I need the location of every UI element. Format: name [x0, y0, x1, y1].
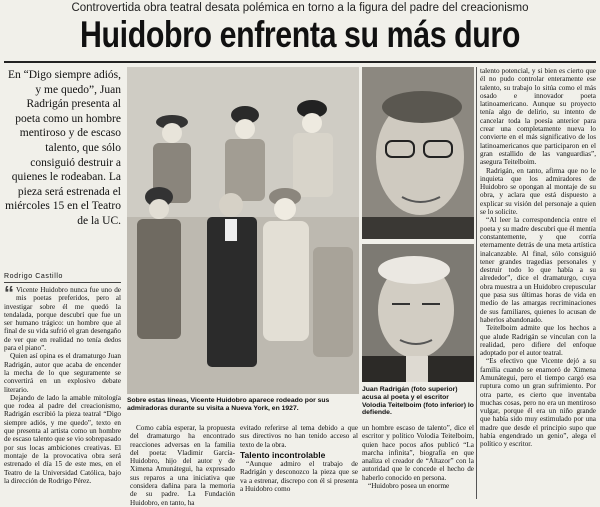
- column-3-paragraph: “Aunque admiro el trabajo de Radrigán y desconozco la pieza que se va a estrenar, discrepo con él si presenta a Huidobro como: [240, 460, 358, 494]
- column-3-paragraph: evitado referirse al tema debido a que sus directivos no han tenido acceso al texto de la obra.: [240, 424, 358, 449]
- main-photo-caption: Sobre estas líneas, Vicente Huidobro aparece rodeado por sus admiradoras durante su visita a Nueva York, en 1927.: [127, 397, 330, 412]
- column-1-paragraph: Dejando de lado la amable mitología que rodea al padre del creacionismo, Radrigán escribió la pieza teatral “Digo siempre adiós, y me quedo”, texto en que presenta al artista como un hombre de escaso talento que se vio sobrepasado por sus locas ambiciones creativas. El montaje de la provocativa obra será estrenado el día 15 de este mes, en el Teatro de la Universidad Católica, bajo la dirección de Rodrigo Pérez.: [4, 393, 121, 485]
- article-column-5: [480, 67, 596, 499]
- headline-rule: [4, 61, 596, 63]
- drop-quote-mark: “: [4, 283, 14, 305]
- column-5-paragraph: talento potencial, y si bien es cierto que él no pudo controlar enteramente ese talento, su trabajo lo sitúa como el más osado e innovador poeta latinoamericano. Aunque su proyecto tenía algo de delirio, su intento de cancelar toda la poesía anterior para crear una completamente nueva lo convierte en el más significativo de los latinoamericanos que participaron en el gran estallido de las vanguardias”, asegura Teitelboim.: [480, 67, 596, 167]
- column-5-paragraph: Teitelboim admite que los hechos a que alude Radrigán se vinculan con la realidad, pero difiere del enfoque adoptado por el autor teatral.: [480, 324, 596, 358]
- article-column-1: [4, 283, 121, 499]
- historical-group-photo: [127, 67, 359, 394]
- article-column-2: [130, 424, 235, 507]
- byline: Rodrigo Castillo: [4, 273, 121, 283]
- column-3-subhead: Talento incontrolable: [240, 449, 326, 460]
- teitelboim-portrait-illustration: [362, 244, 474, 382]
- teitelboim-portrait: [362, 244, 474, 382]
- article-column-4: [362, 424, 474, 499]
- column-5-paragraph: “Al leer la correspondencia entre el poeta y su madre descubrí que él mentía constantemente, y que corría eternamente detrás de una meta artística inalcanzable. Al final, sólo consiguió tener grandes tragedias personales y destruir todo lo que había a su alrededor”, dice el dramaturgo, cuya obra muestra a un Huidobro crepuscular que pasa sus últimas horas de vida en medio de las amargas recriminaciones de sus familiares, quienes lo acusan de haberlos abandonado.: [480, 216, 596, 324]
- column-4-paragraph: “Huidobro posea un enorme: [368, 482, 450, 491]
- headline: Huidobro enfrenta su más duro: [80, 14, 520, 55]
- kicker: Controvertida obra teatral desata polémica en torno a la figura del padre del creacionismo: [71, 2, 529, 14]
- portraits-caption: Juan Radrigán (foto superior) acusa al poeta y el escritor Volodia Teitelboim (foto inferior) lo defiende.: [362, 386, 474, 417]
- column-5-paragraph: “Es efectivo que Vicente dejó a su familia cuando se enamoró de Ximena Amunátegui, pero el tiempo cargó esa ruptura como un gran sufrimiento. Por otra parte, es cierto que inventaba muchas cosas, pero no era un mentiroso vulgar, porque él era un niño grande que había sido muy estimulado por una madre que desde el principio supo que había engendrado un genio”, alega el político y escritor.: [480, 357, 596, 449]
- article-column-3: [240, 424, 358, 499]
- column-1-paragraph: “ Vicente Huidobro nunca fue uno de mis poetas preferidos, pero al investigar sobre él me quedó la tendalada, porque descubrí que fue un ser humano trágico: un hombre que al final de su vida sufrió el gran desengaño de ver que en realidad no tenía dedos para el piano”.: [4, 283, 121, 353]
- lead-paragraph: En “Digo siempre adiós, y me quedo”, Juan Radrigán presenta al poeta como un hombre mentiroso y de escaso talento, que sólo consiguió destruir a quienes le rodeaban. La pieza será estrenada el miércoles 15 en el Teatro de la UC.: [5, 69, 121, 227]
- group-photo-illustration: [127, 67, 359, 394]
- radrigan-portrait: [362, 67, 474, 239]
- column-4-paragraph: un hombre escaso de talento”, dice el escritor y político Volodia Teitelboim, quien hace pocos años publicó “La marcha infinita”, biografía en que analiza el creador de “Altazor” con la autoridad que le concede el hecho de haberlo conocido en persona.: [362, 424, 474, 482]
- column-2-paragraph: Como cabía esperar, la propuesta del dramaturgo ha encontrado reacciones adversas en la familia del poeta: Vladimir García-Huidobro, hijo del autor y de Ximena Amunátegui, ha expresado sus reparos a una iniciativa que considera dañina para la memoria de su padre. La Fundación Huidobro, en tanto, ha: [130, 424, 235, 507]
- column-1-paragraph: Quien así opina es el dramaturgo Juan Radrigán, autor que acaba de encender la mecha de lo que seguramente se convertirá en un explosivo debate literario.: [4, 352, 121, 394]
- column-5-paragraph: Radrigán, en tanto, afirma que no le inquieta que los admiradores de Huidobro se opongan al montaje de su obra, y aclara que está dispuesto a explicar su visión del personaje a quien se lo solicite.: [480, 166, 596, 217]
- column-divider: [476, 67, 477, 499]
- radrigan-portrait-illustration: [362, 67, 474, 239]
